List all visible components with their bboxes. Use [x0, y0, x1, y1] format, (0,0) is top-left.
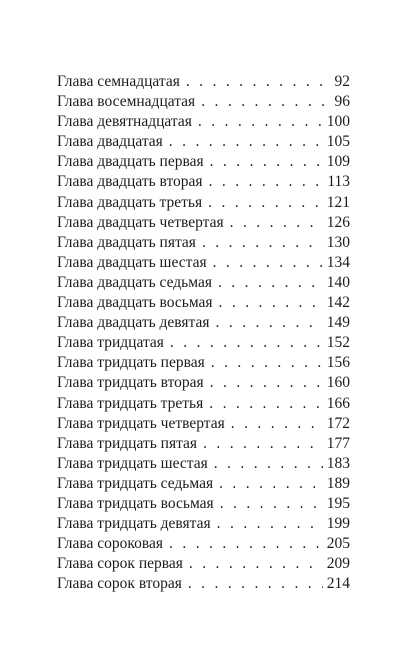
toc-entry[interactable] — [57, 434, 350, 454]
toc-entry[interactable] — [57, 574, 350, 594]
dot-leader — [201, 92, 324, 112]
toc-entry[interactable] — [57, 353, 350, 373]
chapter-title: Глава двадцать вторая — [57, 173, 203, 191]
toc-entry[interactable] — [57, 414, 350, 434]
chapter-title: Глава сорок первая — [57, 555, 183, 573]
dot-leader — [219, 474, 323, 494]
page-number: 149 — [326, 314, 350, 332]
chapter-title: Глава тридцать седьмая — [57, 474, 214, 492]
dot-leader — [219, 293, 323, 313]
toc-entry[interactable] — [57, 494, 350, 514]
dot-leader — [213, 253, 323, 273]
toc-entry[interactable] — [57, 152, 350, 172]
dot-leader — [210, 152, 323, 172]
dot-leader — [210, 373, 323, 393]
chapter-title: Глава сорок вторая — [57, 575, 182, 593]
page-number: 96 — [334, 93, 350, 111]
dot-leader — [170, 333, 323, 353]
chapter-title: Глава семнадцатая — [57, 73, 180, 90]
dot-leader — [198, 112, 323, 132]
page-number: 121 — [326, 193, 350, 211]
dot-leader — [203, 434, 323, 454]
dot-leader — [202, 233, 323, 253]
chapter-title: Глава тридцать третья — [57, 394, 204, 412]
toc-entry[interactable] — [57, 132, 350, 152]
toc-entry[interactable] — [57, 313, 350, 333]
table-of-contents — [57, 72, 350, 594]
chapter-title: Глава сороковая — [57, 535, 164, 553]
toc-entry[interactable] — [57, 514, 350, 534]
chapter-title: Глава двадцатая — [57, 133, 163, 151]
chapter-title: Глава тридцать первая — [57, 354, 205, 372]
chapter-title: Глава двадцать третья — [57, 193, 203, 211]
dot-leader — [220, 494, 323, 514]
toc-entry[interactable] — [57, 454, 350, 474]
page-number: 205 — [326, 535, 350, 553]
page-number: 134 — [326, 253, 350, 271]
toc-entry[interactable] — [57, 534, 350, 554]
page-number: 199 — [326, 515, 350, 533]
page-number: 92 — [334, 73, 350, 90]
page-number: 172 — [326, 414, 350, 432]
page-number: 177 — [326, 434, 350, 452]
dot-leader — [209, 394, 323, 414]
toc-entry[interactable] — [57, 373, 350, 393]
page-number: 183 — [326, 454, 350, 472]
dot-leader — [169, 132, 323, 152]
dot-leader — [189, 554, 323, 574]
chapter-title: Глава двадцать первая — [57, 153, 204, 171]
chapter-title: Глава девятнадцатая — [57, 113, 192, 131]
toc-entry[interactable] — [57, 213, 350, 233]
toc-entry[interactable] — [57, 92, 350, 112]
page-number: 140 — [326, 273, 350, 291]
toc-entry[interactable] — [57, 554, 350, 574]
page-number: 126 — [326, 213, 350, 231]
chapter-title: Глава двадцать девятая — [57, 314, 210, 332]
toc-entry[interactable] — [57, 333, 350, 353]
page-number: 160 — [326, 374, 350, 392]
chapter-title: Глава тридцатая — [57, 334, 164, 352]
chapter-title: Глава тридцать девятая — [57, 515, 211, 533]
page-number: 105 — [326, 133, 350, 151]
page-number: 214 — [326, 575, 350, 593]
dot-leader — [209, 172, 324, 192]
page-number: 109 — [326, 153, 350, 171]
chapter-title: Глава тридцать вторая — [57, 374, 204, 392]
dot-leader — [218, 273, 323, 293]
dot-leader — [188, 574, 323, 594]
toc-entry[interactable] — [57, 253, 350, 273]
toc-entry[interactable] — [57, 193, 350, 213]
dot-leader — [214, 454, 323, 474]
toc-entry[interactable] — [57, 394, 350, 414]
chapter-title: Глава двадцать восьмая — [57, 294, 213, 312]
chapter-title: Глава тридцать четвертая — [57, 414, 225, 432]
toc-entry[interactable] — [57, 112, 350, 132]
chapter-title: Глава двадцать пятая — [57, 233, 196, 251]
toc-entry[interactable] — [57, 293, 350, 313]
chapter-title: Глава двадцать четвертая — [57, 213, 224, 231]
dot-leader — [169, 534, 323, 554]
page-number: 195 — [326, 494, 350, 512]
chapter-title: Глава двадцать седьмая — [57, 273, 212, 291]
toc-entry[interactable] — [57, 273, 350, 293]
page-number: 152 — [326, 334, 350, 352]
page-number: 113 — [327, 173, 350, 191]
page-number: 142 — [326, 294, 350, 312]
dot-leader — [186, 72, 324, 92]
dot-leader — [208, 193, 323, 213]
dot-leader — [216, 313, 323, 333]
chapter-title: Глава тридцать шестая — [57, 454, 208, 472]
page-number: 100 — [326, 113, 350, 131]
toc-entry[interactable] — [57, 72, 350, 92]
page-number: 189 — [326, 474, 350, 492]
toc-entry[interactable] — [57, 233, 350, 253]
dot-leader — [230, 213, 323, 233]
dot-leader — [217, 514, 323, 534]
toc-entry[interactable] — [57, 474, 350, 494]
page-number: 130 — [326, 233, 350, 251]
chapter-title: Глава тридцать восьмая — [57, 494, 214, 512]
chapter-title: Глава восемнадцатая — [57, 93, 196, 111]
toc-entry[interactable] — [57, 172, 350, 192]
page-number: 209 — [326, 555, 350, 573]
page-number: 156 — [326, 354, 350, 372]
dot-leader — [211, 353, 323, 373]
page-number: 166 — [326, 394, 350, 412]
chapter-title: Глава двадцать шестая — [57, 253, 207, 271]
dot-leader — [231, 414, 323, 434]
chapter-title: Глава тридцать пятая — [57, 434, 198, 452]
